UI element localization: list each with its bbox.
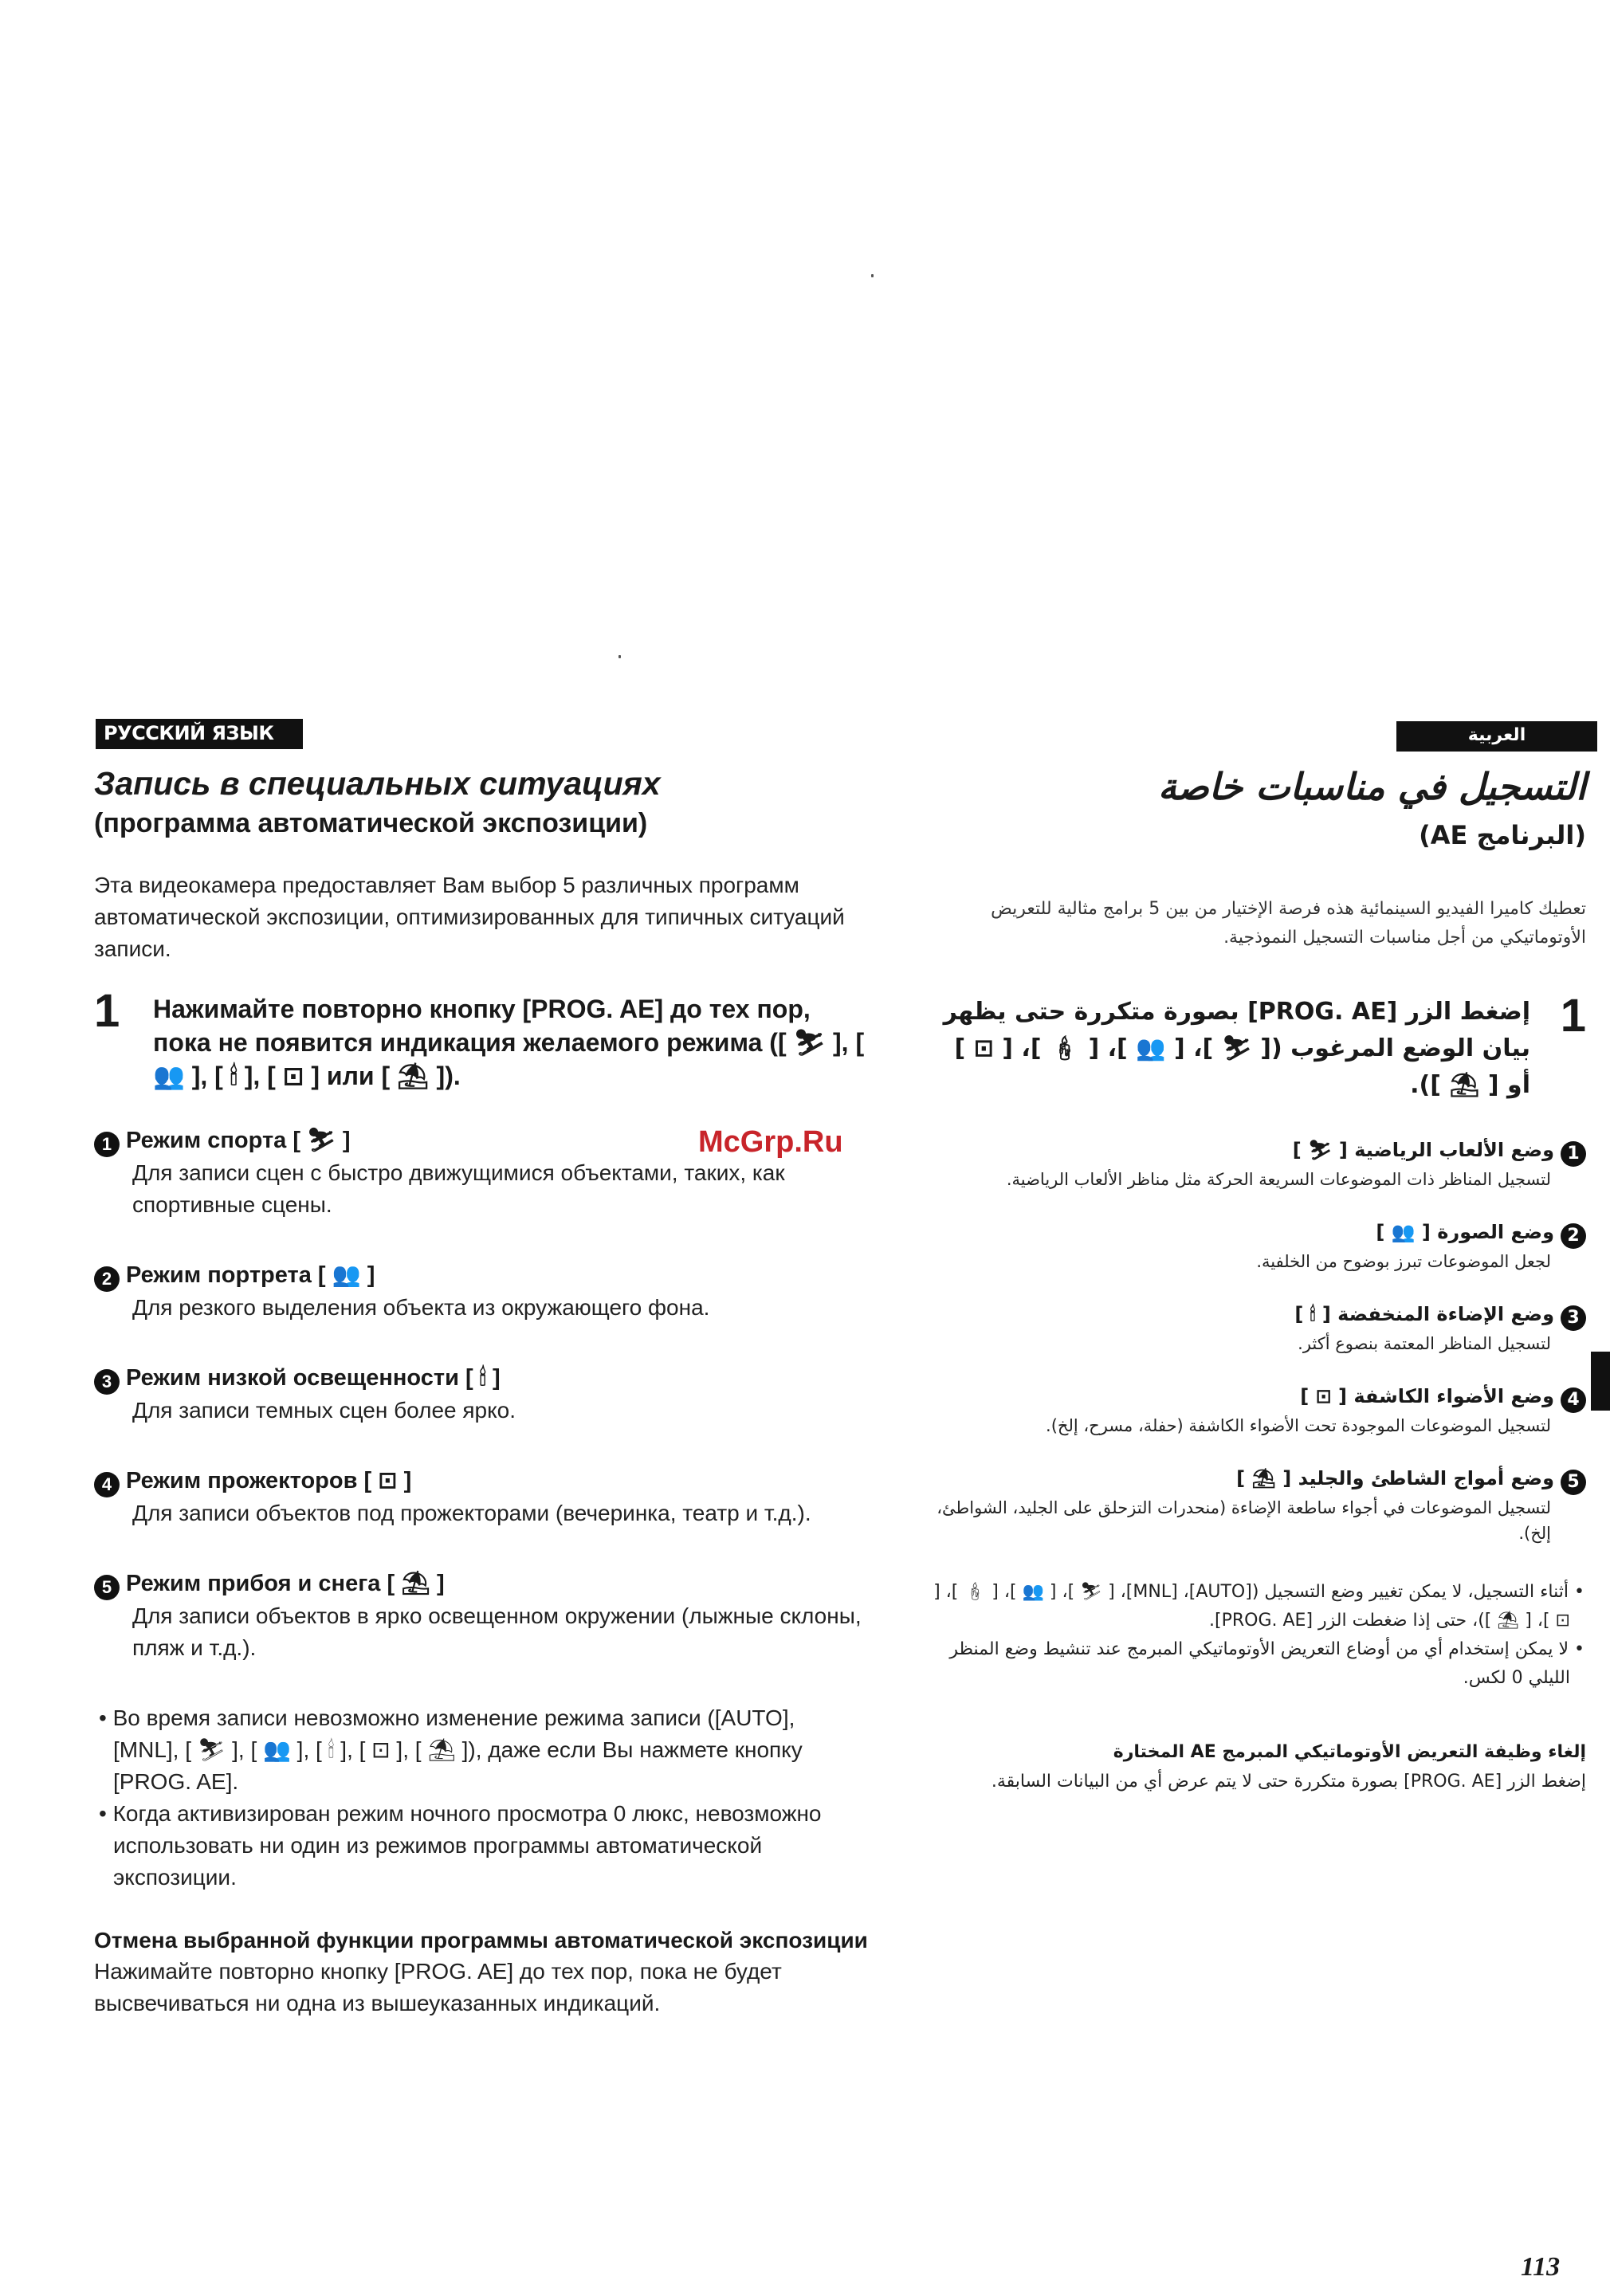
mode-item xyxy=(925,1380,1586,1438)
mode-title: وضع الأضواء الكاشفة [ ⊡ ] xyxy=(1300,1385,1554,1407)
mode-item xyxy=(94,1465,891,1529)
mode-number: 5 xyxy=(94,1575,120,1600)
mode-description: Для записи объектов в ярко освещенном окружении (лыжные склоны, пляж и т.д.). xyxy=(132,1603,862,1660)
mode-item xyxy=(94,1259,891,1324)
mode-item xyxy=(925,1216,1586,1274)
cancel-title: Отмена выбранной функции программы автоматической экспозиции xyxy=(94,1928,868,1953)
intro-paragraph: Эта видеокамера предоставляет Вам выбор 5 различных программ автоматической экспозиции, оптимизированных для типичных ситуаций записи. xyxy=(94,873,845,961)
mode-number: 4 xyxy=(94,1472,120,1497)
mode-description: Для резкого выделения объекта из окружающего фона. xyxy=(132,1295,710,1320)
notes-list xyxy=(94,1702,891,1894)
arabic-section xyxy=(925,761,1586,1796)
mode-number: 5 xyxy=(1561,1470,1586,1495)
mode-title: وضع الألعاب الرياضية [ ⛷ ] xyxy=(1292,1139,1554,1161)
mode-number: 2 xyxy=(94,1266,120,1292)
note-item: • لا يمكن إستخدام أي من أوضاع التعريض الأوتوماتيكي المبرمج عند تنشيط وضع المنظر الليلي 0 لكس. xyxy=(949,1639,1584,1688)
page-title-arabic: التسجيل في مناسبات خاصة xyxy=(1158,765,1586,808)
mode-item xyxy=(94,1362,891,1427)
mode-item xyxy=(925,1298,1586,1356)
page-subtitle-arabic: (البرنامج AE) xyxy=(1419,820,1586,850)
section-edge-tab xyxy=(1591,1352,1610,1411)
mode-description: لتسجيل الموضوعات في أجواء ساطعة الإضاءة (منحدرات التزحلق على الجليد، الشواطئ، إلخ). xyxy=(937,1498,1551,1543)
language-label-arabic: العربية xyxy=(1396,721,1597,752)
step-text: إضغط الزر [PROG. AE] بصورة متكررة حتى يظهر بيان الوضع المرغوب ([ ⛷ ]، [ 👥 ]، [ 🕯 ]، [ ⊡ ] أو [ ⛱ ]). xyxy=(943,998,1530,1099)
cancel-text: Нажимайте повторно кнопку [PROG. AE] до тех пор, пока не будет высвечиваться ни одна из вышеуказанных индикаций. xyxy=(94,1959,782,2015)
cancel-section-arabic xyxy=(925,1737,1586,1796)
mode-description: لتسجيل المناظر المعتمة بنصوع أكثر. xyxy=(1298,1334,1551,1353)
step-number: 1 xyxy=(94,985,120,1037)
mode-title: وضع الإضاءة المنخفضة [ 🕯 ] xyxy=(1294,1303,1554,1325)
step-1-arabic xyxy=(925,990,1586,1104)
mode-description: لتسجيل الموضوعات الموجودة تحت الأضواء الكاشفة (حفلة، مسرح، إلخ). xyxy=(1046,1416,1551,1435)
note-item: • Когда активизирован режим ночного просмотра 0 люкс, невозможно использовать ни один из режимов программы автоматической экспозиции. xyxy=(99,1801,822,1890)
mode-number: 2 xyxy=(1561,1223,1586,1249)
mode-title: Режим прибоя и снега [ ⛱ ] xyxy=(126,1571,445,1596)
notes-list-arabic xyxy=(925,1578,1586,1693)
mode-number: 4 xyxy=(1561,1387,1586,1413)
intro-paragraph-arabic: تعطيك كاميرا الفيديو السينمائية هذه فرصة الإختيار من بين 5 برامج مثالية للتعريض الأوتوماتيكي من أجل مناسبات التسجيل النموذجية. xyxy=(991,899,1586,948)
note-item: • Во время записи невозможно изменение режима записи ([AUTO], [MNL], [ ⛷ ], [ 👥 ], [ 🕯 ], [ ⊡ ], [ ⛱ ]), даже если Вы нажмете кнопку [PROG. AE]. xyxy=(99,1705,803,1794)
step-text: Нажимайте повторно кнопку [PROG. AE] до тех пор, пока не появится индикация желаемого режима ([ ⛷ ], [ 👥 ], [ 🕯 ], [ ⊡ ] или [ ⛱ ]). xyxy=(153,995,865,1090)
page-number: 113 xyxy=(1521,2252,1561,2282)
mode-item xyxy=(925,1462,1586,1546)
step-number: 1 xyxy=(1560,990,1586,1042)
cancel-text: إضغط الزر [PROG. AE] بصورة متكررة حتى لا يتم عرض أي من البيانات السابقة. xyxy=(991,1772,1586,1792)
mode-item xyxy=(925,1134,1586,1192)
mode-list xyxy=(94,1124,891,1664)
mode-description: Для записи темных сцен более ярко. xyxy=(132,1398,516,1423)
mode-number: 1 xyxy=(94,1132,120,1157)
cancel-title: إلغاء وظيفة التعريض الأوتوماتيكي المبرمج AE المختارة xyxy=(1113,1742,1586,1762)
step-1 xyxy=(94,985,891,1093)
mode-description: لتسجيل المناظر ذات الموضوعات السريعة الحركة مثل مناظر الألعاب الرياضية. xyxy=(1006,1170,1551,1189)
note-item: • أثناء التسجيل، لا يمكن تغيير وضع التسجيل ([AUTO]، [MNL]، [ ⛷ ]، [ 👥 ]، [ 🕯 ]، [ ⊡ ]، [ ⛱ ])، حتى إذا ضغطت الزر [PROG. AE]. xyxy=(933,1582,1584,1631)
mode-title: وضع أمواج الشاطئ والجليد [ ⛱ ] xyxy=(1236,1467,1554,1489)
mode-title: وضع الصورة [ 👥 ] xyxy=(1376,1221,1554,1243)
mode-title: Режим низкой освещенности [ 🕯 ] xyxy=(126,1365,501,1391)
mode-list-arabic xyxy=(925,1134,1586,1546)
mode-description: Для записи сцен с быстро движущимися объектами, таких, как спортивные сцены. xyxy=(132,1160,785,1217)
mode-item xyxy=(94,1568,891,1664)
mode-title: Режим прожекторов [ ⊡ ] xyxy=(126,1468,412,1493)
mode-number: 1 xyxy=(1561,1141,1586,1167)
speck xyxy=(618,655,621,658)
mode-description: لجعل الموضوعات تبرز بوضوح من الخلفية. xyxy=(1256,1252,1551,1271)
language-label-russian: РУССКИЙ ЯЗЫК xyxy=(96,719,303,749)
page-subtitle: (программа автоматической экспозиции) xyxy=(94,808,648,838)
page-title: Запись в специальных ситуациях xyxy=(94,765,661,802)
mode-description: Для записи объектов под прожекторами (вечеринка, театр и т.д.). xyxy=(132,1501,811,1525)
mode-number: 3 xyxy=(94,1369,120,1395)
mode-number: 3 xyxy=(1561,1305,1586,1331)
speck xyxy=(871,274,874,277)
watermark: McGrp.Ru xyxy=(698,1125,843,1159)
cancel-section xyxy=(94,1925,891,2019)
mode-title: Режим спорта [ ⛷ ] xyxy=(126,1128,351,1153)
russian-section xyxy=(94,761,891,2019)
mode-title: Режим портрета [ 👥 ] xyxy=(126,1262,375,1288)
